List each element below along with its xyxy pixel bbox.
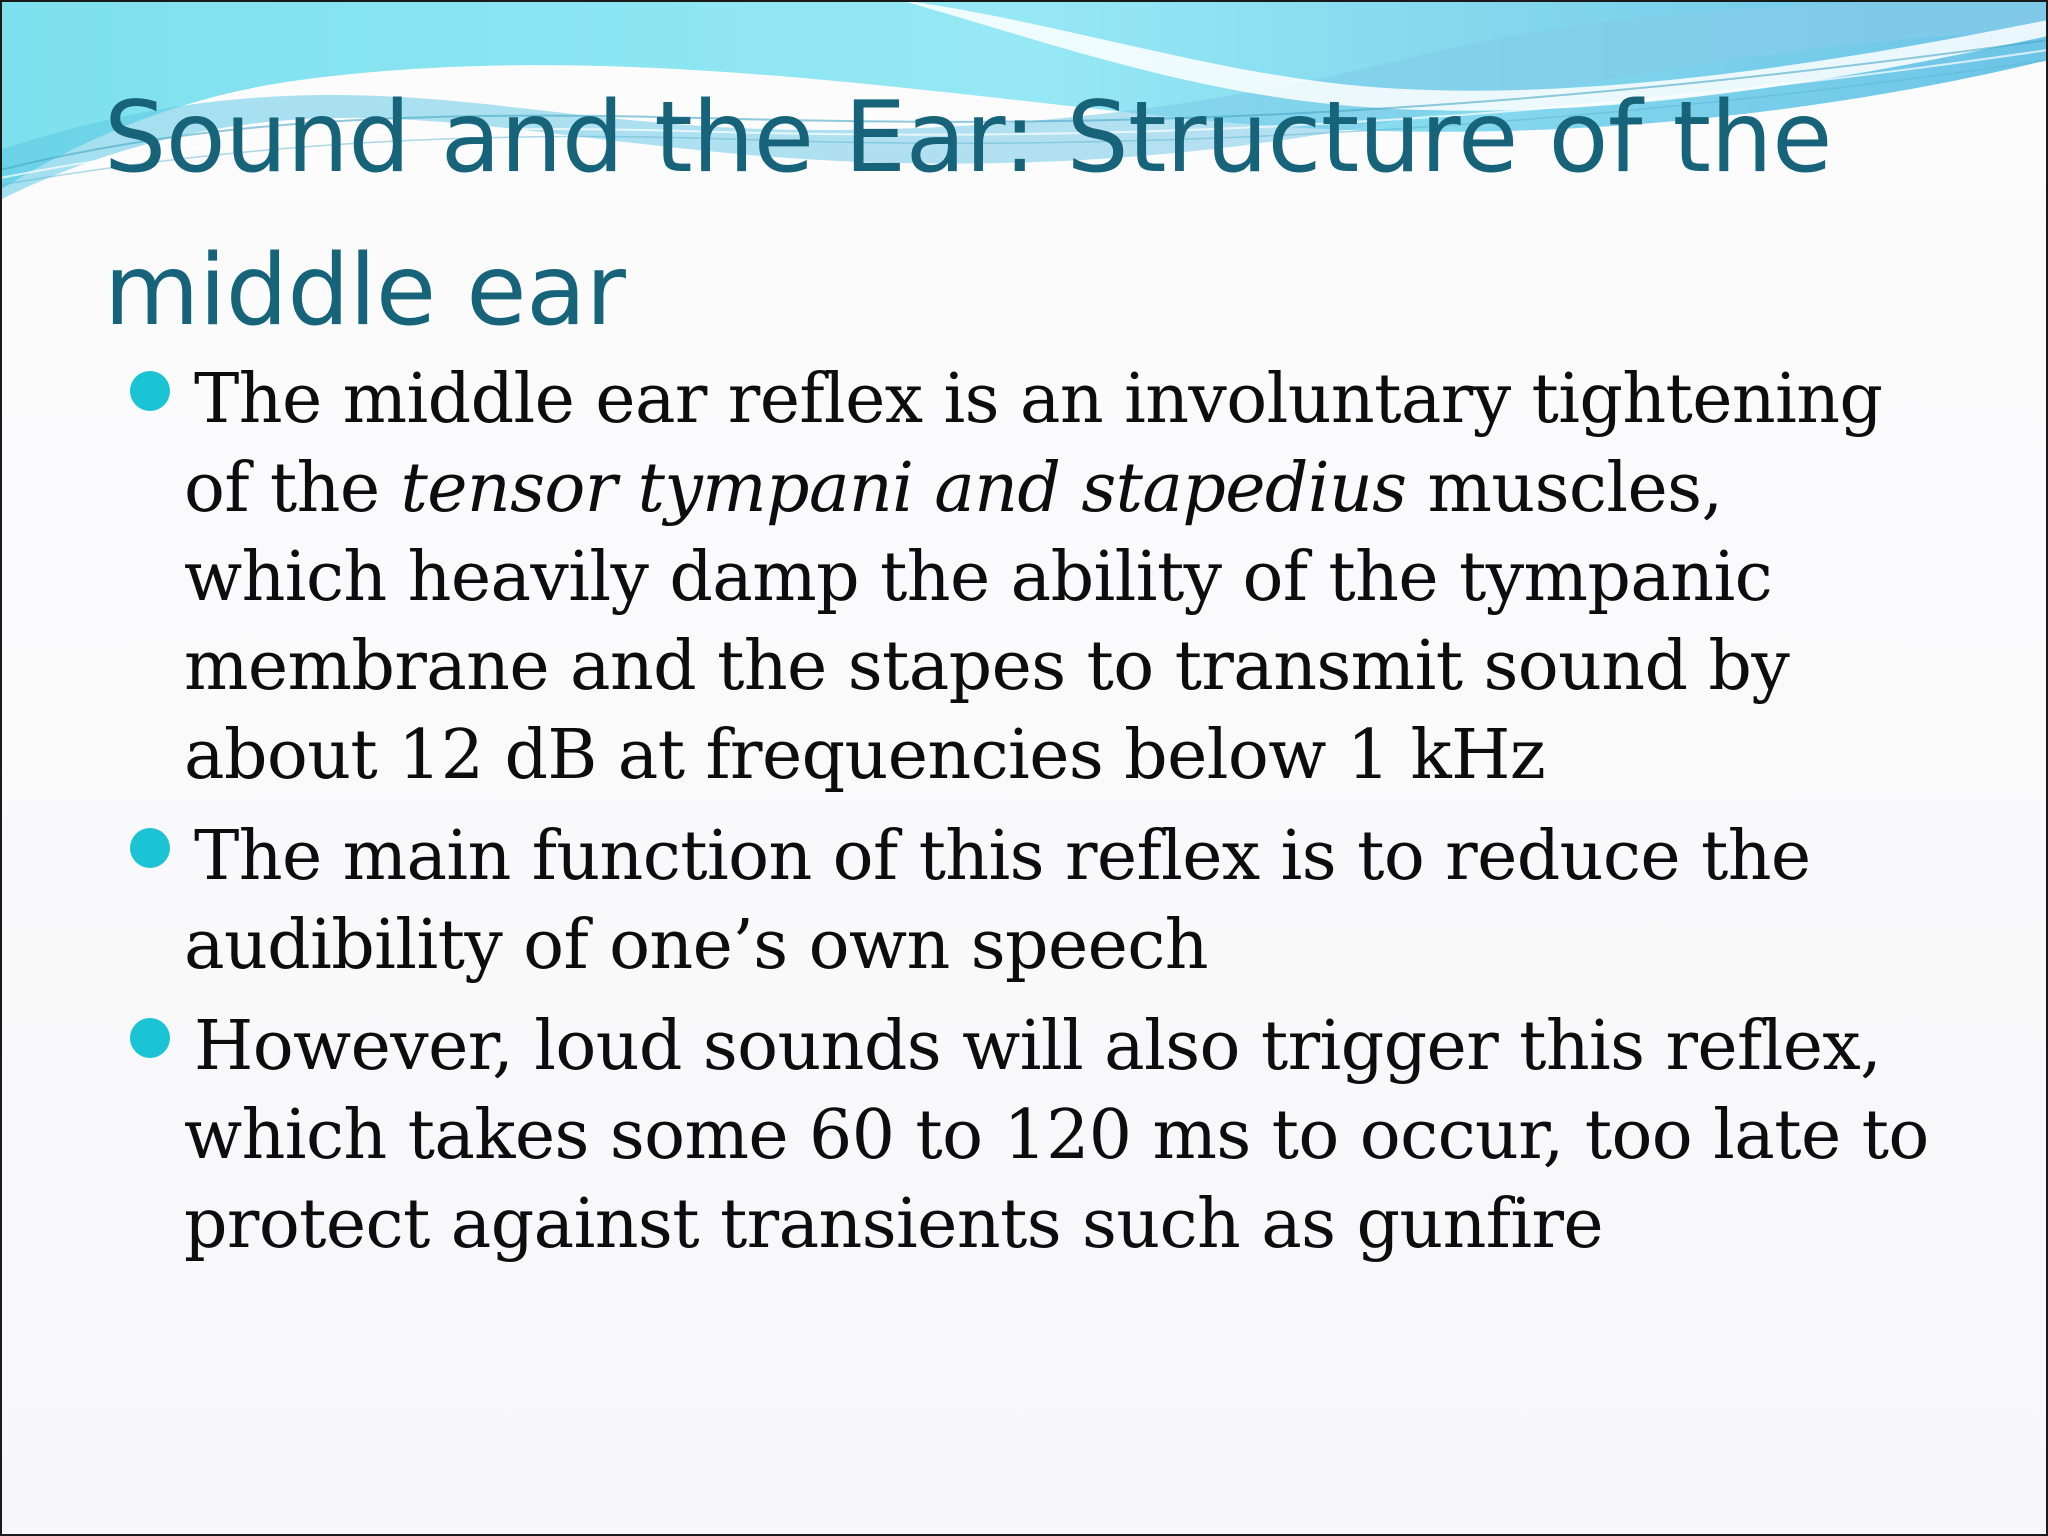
- bullet-text-after: muscles, which heavily damp the ability of the tympanic membrane and the stapes to transmit sound by about 12 dB at frequencies below 1 kHz: [184, 449, 1790, 795]
- bullet-item-loud-sounds: [130, 1002, 1930, 1269]
- bullet-text-italic: tensor tympani and stapedius: [400, 449, 1407, 528]
- bullet-text: The main function of this reflex is to reduce the audibility of one’s own speech: [184, 817, 1811, 985]
- bullet-text: However, loud sounds will also trigger this reflex, which takes some 60 to 120 ms to occur, too late to protect against transients such as gunfire: [184, 1007, 1929, 1264]
- bullet-dot-icon: [130, 828, 170, 868]
- slide-title: Sound and the Ear: Structure of the middle ear: [104, 81, 1832, 348]
- bullet-text-before: The middle ear reflex is an involuntary tightening of the: [184, 360, 1883, 528]
- bullet-list: [130, 355, 1930, 1281]
- bullet-dot-icon: [130, 371, 170, 411]
- bullet-item-main-function: [130, 812, 1930, 990]
- bullet-text: [184, 355, 1930, 800]
- bullet-dot-icon: [130, 1018, 170, 1058]
- bullet-item-middle-ear-reflex: [130, 355, 1930, 800]
